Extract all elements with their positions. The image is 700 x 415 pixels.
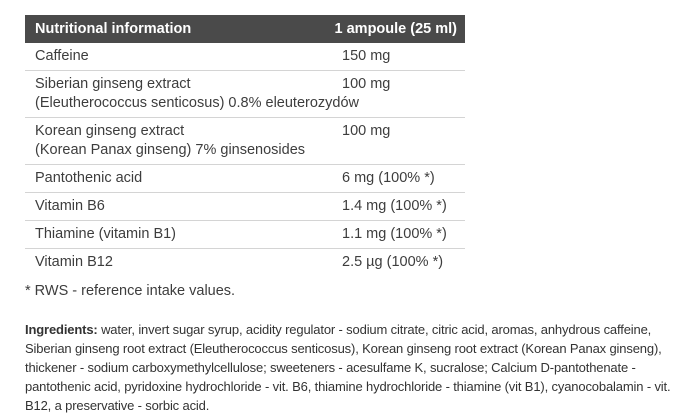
table-header-serving: 1 ampoule (25 ml) [334, 21, 457, 37]
table-row-vitamin-b12 [25, 249, 465, 276]
table-row-vitamin-b6 [25, 193, 465, 221]
nutrient-label: Siberian ginseng extract [35, 76, 191, 92]
nutrient-label: Thiamine (vitamin B1) [35, 226, 177, 242]
table-row-korean-ginseng [25, 118, 465, 165]
nutrient-label: Caffeine [35, 48, 89, 64]
table-row-thiamine [25, 221, 465, 249]
table-header-title: Nutritional information [35, 21, 192, 37]
nutrient-value: 1.4 mg (100% *) [342, 198, 447, 214]
nutrient-label: Pantothenic acid [35, 170, 143, 186]
ingredients-paragraph [25, 320, 699, 415]
nutrient-value: 150 mg [342, 48, 391, 64]
rws-footnote: * RWS - reference intake values. [25, 283, 236, 299]
nutrition-table [25, 15, 465, 276]
nutrient-value: 1.1 mg (100% *) [342, 226, 447, 242]
table-row-pantothenic-acid [25, 165, 465, 193]
nutrient-label: Vitamin B12 [35, 254, 113, 270]
nutrient-label: Korean ginseng extract [35, 123, 185, 139]
nutrient-value: 2.5 µg (100% *) [342, 254, 444, 270]
table-row-siberian-ginseng [25, 71, 465, 118]
nutrient-label: Vitamin B6 [35, 198, 105, 214]
ingredients-label: Ingredients: [25, 322, 98, 337]
nutrient-value: 100 mg [342, 123, 391, 139]
nutrient-value: 6 mg (100% *) [342, 170, 435, 186]
nutrient-value: 100 mg [342, 76, 391, 92]
table-row-caffeine [25, 43, 465, 71]
table-header-row [25, 15, 465, 43]
ingredients-text: water, invert sugar syrup, acidity regulator - sodium citrate, citric acid, aromas, anhydrous caffeine, Siberian ginseng root extract (Eleutherococcus senticosus), Korean ginseng root extract (Korean Panax ginseng), thickener - sodium carboxymethylcellulose; sweeteners - acesulfame K, sucralose; Calcium D-pantothenate - pantothenic acid, pyridoxine hydrochloride - vit. B6, thiamine hydrochloride - thiamine (vit B1), cyanocobalamin - vit. B12, a preservative - sorbic acid. [25, 322, 671, 413]
nutrient-sublabel: (Eleutherococcus senticosus) 0.8% eleuterozydów [35, 95, 359, 111]
nutrient-sublabel: (Korean Panax ginseng) 7% ginsenosides [35, 142, 306, 158]
